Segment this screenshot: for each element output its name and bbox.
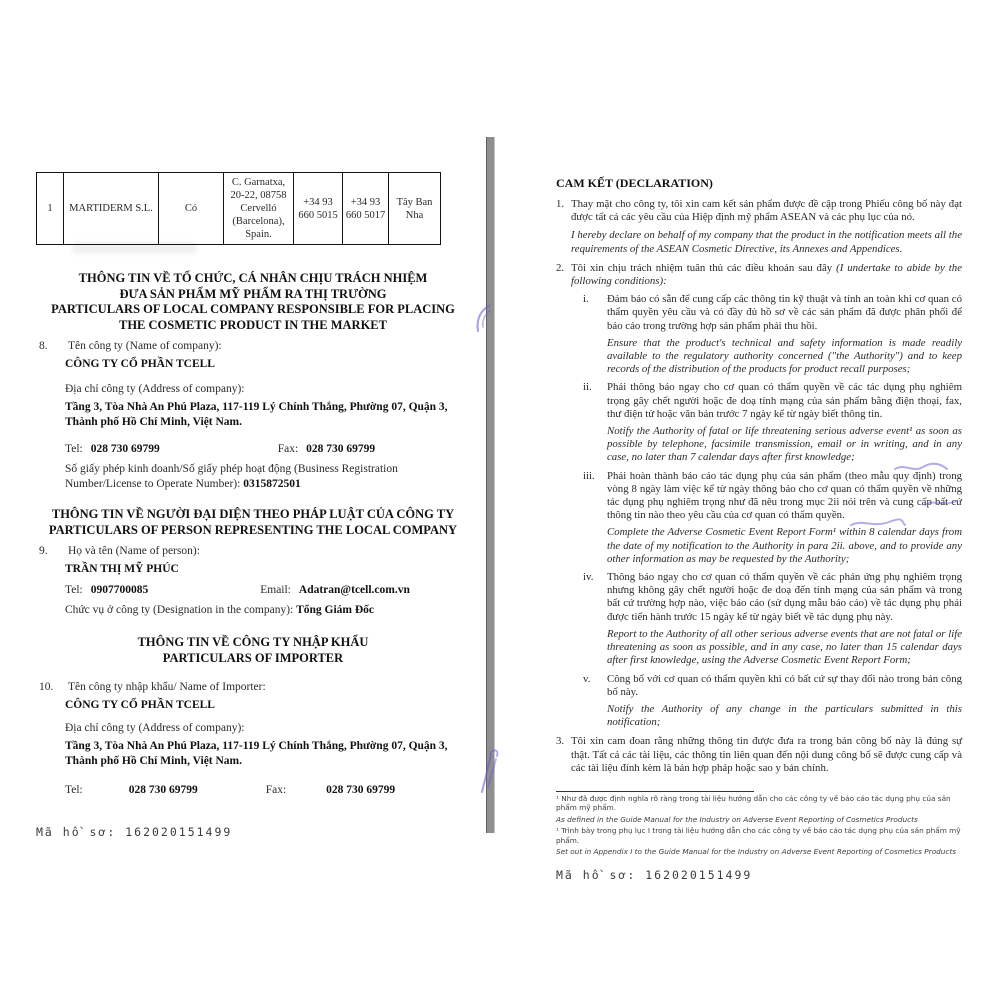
license-label: Số giấy phép kinh doanh/Số giấy phép hoạt động (Business Registration Number/License to Operate Number): (65, 463, 398, 490)
declaration-subitem-iii (583, 470, 962, 566)
item-3-text-vi: Tôi xin cam đoan rằng những thông tin được đưa ra trong bản công bố này là đúng sự thật. Tất cả các tài liệu, các thông tin liên quan đến nội dung công bố sẽ được cung cấp và các tài liệu đính kèm là bản hợp pháp hoặc sao y bản chính. (571, 735, 962, 774)
company-address: Tầng 3, Tòa Nhà An Phú Plaza, 117-119 Lý Chính Thắng, Phường 07, Quận 3, Thành phố Hồ Chí Minh, Việt Nam. (65, 401, 448, 428)
footer-fax-label: Fax: (265, 784, 287, 796)
item-3-number: 3. (556, 735, 565, 748)
cell-seq: 1 (37, 173, 64, 245)
subitem-i-text-vi: Đảm bảo có sẵn để cung cấp các thông tin kỹ thuật và tính an toàn khi cơ quan có thẩm quyền yêu cầu và có đầy đủ hồ sơ về các sản phẩm đã được phân phối để báo cáo trong trường hợp sản phẩm phải thu hồi. (607, 293, 962, 332)
subitem-iv-text-en: Report to the Authority of all other serious adverse events that are not fatal or life threatening as soon as possible, and in any case, no later than 15 calendar days after first knowledge, using the Adverse Cosmetic Event Report Form; (607, 627, 962, 667)
person-tel-label: Tel: (65, 584, 83, 596)
item-1-number: 1. (556, 198, 565, 210)
email-label: Email: (260, 584, 291, 596)
dossier-code-right: Mã hồ sơ: 162020151499 (556, 868, 753, 883)
subitem-ii-number: ii. (583, 381, 592, 394)
designation-value: Tổng Giám Đốc (296, 604, 375, 616)
importer-address-label: Địa chỉ công ty (Address of company): (65, 722, 245, 734)
item-10-number: 10. (39, 681, 54, 693)
item-8-number: 8. (39, 340, 48, 352)
item-1-text-vi: Thay mặt cho công ty, tôi xin cam kết sản phẩm được đề cập trong Phiếu công bố này đạt được tất cả các yêu cầu của Hiệp định mỹ phẩm ASEAN và các phụ lục của nó. (571, 198, 962, 224)
section-title-responsible-vi: THÔNG TIN VỀ TỔ CHỨC, CÁ NHÂN CHỊU TRÁCH NHIỆM ĐƯA SẢN PHẨM MỸ PHẨM RA THỊ TRƯỜNG (78, 271, 428, 301)
item-9-label: Họ và tên (Name of person): (68, 545, 200, 557)
section-title-representative: THÔNG TIN VỀ NGƯỜI ĐẠI DIỆN THEO PHÁP LUẬT CỦA CÔNG TY PARTICULARS OF PERSON REPRESENTING THE LOCAL COMPANY (48, 507, 458, 537)
declaration-item-3 (556, 735, 962, 775)
cell-phone: +34 93 660 5015 (294, 173, 343, 245)
subitem-i-number: i. (583, 293, 589, 306)
subitem-iii-text-en: Complete the Adverse Cosmetic Event Report Form¹ within 8 calendar days from the date of my notification to the Authority in para 2ii. above, and to provide any other information as may be requested by the Authority; (607, 526, 962, 565)
footer-tel-fax-row (65, 783, 470, 797)
license-paragraph (65, 462, 467, 491)
section-title-responsible-en: PARTICULARS OF LOCAL COMPANY RESPONSIBLE FOR PLACING THE COSMETIC PRODUCT IN THE MARKET (51, 302, 455, 332)
declaration-subitem-v (583, 673, 962, 730)
subitem-ii-text-vi: Phải thông báo ngay cho cơ quan có thẩm quyền về các tác dụng phụ nghiêm trọng gây chết người hoặc đe doạ tính mạng của sản phẩm bằng điện thoại, fax, thư điện tử hoặc văn bản trước 7 ngày kể từ ngày biết thông tin. (607, 381, 962, 420)
footer-fax-value: 028 730 69799 (326, 784, 396, 796)
declaration-subitem-iv (583, 571, 962, 667)
cell-flag: Có (159, 173, 224, 245)
person-tel-email-row (65, 583, 470, 597)
declaration-item-1 (556, 198, 962, 224)
footnote-rule (556, 791, 754, 792)
footnote-1-vi: ¹ Như đã được định nghĩa rõ ràng trong tài liệu hướng dẫn cho các công ty về báo cáo tác dụng phụ của sản phẩm mỹ phẩm. (556, 793, 951, 813)
license-number: 0315872501 (243, 477, 301, 490)
subitem-iv-number: iv. (583, 571, 594, 584)
cell-address: C. Garnatxa, 20-22, 08758 Cervelló (Barcelona), Spain. (224, 173, 294, 245)
item-2-text-vi: Tôi xin chịu trách nhiệm tuân thủ các điều khoản sau đây (571, 261, 837, 274)
dossier-code-left: Mã hồ sơ: 162020151499 (36, 825, 233, 839)
item-10-label: Tên công ty nhập khẩu/ Name of Importer: (68, 681, 266, 693)
page-left (36, 172, 470, 839)
table-row (37, 173, 441, 245)
fax-value: 028 730 69799 (306, 443, 376, 455)
footnote-2-vi: ¹ Trình bày trong phụ lục I trong tài liệu hướng dẫn cho các công ty về báo cáo tác dụng phụ của sản phẩm mỹ phẩm. (556, 826, 961, 845)
subitem-iii-number: iii. (583, 469, 595, 482)
cell-manufacturer: MARTIDERM S.L. (64, 173, 159, 245)
tel-fax-row (65, 442, 470, 456)
declaration-subitem-ii (583, 381, 962, 464)
footer-tel-value: 028 730 69799 (128, 784, 198, 796)
designation-row (65, 603, 470, 617)
email-value: Adatran@tcell.com.vn (298, 584, 410, 596)
section-title-importer: THÔNG TIN VỀ CÔNG TY NHẬP KHẨU PARTICULARS OF IMPORTER (137, 635, 369, 665)
item-2-text-en: (I undertake to abide by the following conditions): (571, 261, 962, 288)
footnote-2-en: Set out in Appendix I to the Guide Manual for the Industry on Adverse Event Reporting of Cosmetics Products (556, 846, 957, 856)
page-spine-shadow (486, 137, 495, 833)
address-label: Địa chỉ công ty (Address of company): (65, 383, 245, 395)
declaration-item-2 (556, 262, 962, 288)
person-tel-value: 0907700085 (90, 584, 149, 596)
subitem-ii-text-en: Notify the Authority of fatal or life threatening serious adverse event¹ as soon as possible by telephone, facsimile transmission, email or in writing, and in any case, no later than 7 calendar days after first knowledge; (607, 425, 962, 464)
importer-address: Tầng 3, Tòa Nhà An Phú Plaza, 117-119 Lý Chính Thắng, Phường 07, Quận 3, Thành phố Hồ Chí Minh, Việt Nam. (65, 740, 448, 767)
fax-label: Fax: (277, 443, 299, 455)
declaration-title: CAM KẾT (DECLARATION) (556, 176, 713, 190)
designation-label: Chức vụ ở công ty (Designation in the company): (65, 604, 297, 616)
item-2-text (571, 262, 962, 288)
footnote-1-en: As defined in the Guide Manual for the Industry on Adverse Event Reporting of Cosmetics Products (556, 814, 918, 824)
cell-fax: +34 93 660 5017 (343, 173, 389, 245)
item-8-label: Tên công ty (Name of company): (68, 340, 222, 352)
tel-value: 028 730 69799 (90, 443, 160, 455)
subitem-iii-text-vi: Phải hoàn thành báo cáo tác dụng phụ của sản phẩm (theo mẫu quy định) trong vòng 8 ngày làm việc kể từ ngày thông báo cho cơ quan có thẩm quyền về những tác dụng phụ nghiêm trọng như đã nêu trong mục 2ii nói trên và cung cấp bất cứ thông tin nào theo yêu cầu của cơ quan có thẩm quyền. (607, 469, 962, 522)
declaration-subitem-i (583, 293, 962, 376)
page-right (556, 176, 962, 882)
subitem-i-text-en: Ensure that the product's technical and safety information is made readily available to the regulatory authority concerned ("the Authority") and to keep records of the distribution of the products for product recall purposes; (607, 336, 962, 376)
item-10 (36, 680, 470, 694)
item-1-text-en: I hereby declare on behalf of my company that the product in the notification meets all the requirements of the ASEAN Cosmetic Directive, its Annexes and Appendices. (571, 229, 962, 255)
footer-tel-label: Tel: (65, 784, 83, 796)
item-9 (36, 544, 470, 558)
subitem-v-text-vi: Công bố với cơ quan có thẩm quyền khi có bất cứ sự thay đổi nào trong bản công bố này. (607, 672, 962, 698)
subitem-v-text-en: Notify the Authority of any change in the particulars submitted in this notification; (607, 702, 962, 729)
tel-label: Tel: (65, 443, 83, 455)
cell-country: Tây Ban Nha (389, 173, 441, 245)
item-9-number: 9. (39, 545, 48, 557)
item-2-number: 2. (556, 261, 565, 274)
subitem-iv-text-vi: Thông báo ngay cho cơ quan có thẩm quyền về các phản ứng phụ nghiêm trọng nhưng không gây chết người hoặc đe doạ đến tính mạng của sản phẩm và trong bất cứ trường hợp nào, việc báo cáo (sử dụng mẫu báo cáo) về tác dụng phụ phải được tiến hành trước 15 ngày kể từ ngày biết về tác dụng phụ này. (607, 571, 962, 623)
manufacturer-table (36, 172, 441, 245)
importer-name: CÔNG TY CỔ PHẦN TCELL (65, 699, 215, 711)
person-name: TRẦN THỊ MỸ PHÚC (65, 563, 179, 575)
company-name: CÔNG TY CỔ PHẦN TCELL (65, 358, 215, 370)
item-8 (36, 339, 470, 353)
subitem-v-number: v. (583, 672, 591, 685)
